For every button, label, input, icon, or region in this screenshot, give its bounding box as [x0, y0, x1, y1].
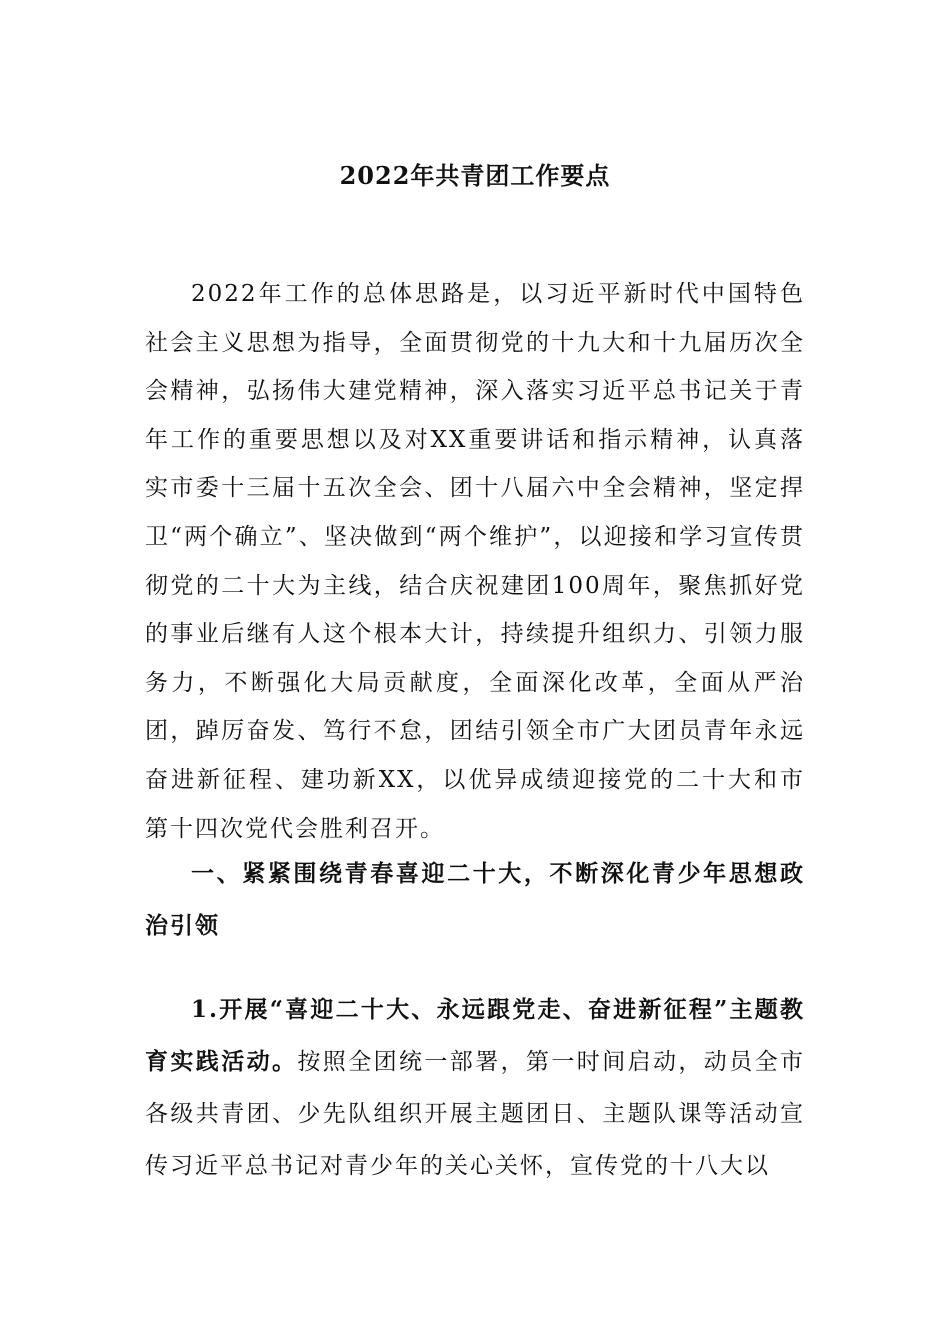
- item-text-1: 按照全团统一部署，第一时间启动，动员全市各级共青团、少先队组织开展主题团日、主题队课等活动宣传习近平总书记对青少年的关心关怀，宣传党的十八大以: [145, 1049, 806, 1179]
- document-title: 2022年共青团工作要点: [339, 161, 611, 190]
- section-heading-1: 一、紧紧围绕青春喜迎二十大，不断深化青少年思想政治引领: [145, 860, 805, 939]
- intro-paragraph: 2022年工作的总体思路是，以习近平新时代中国特色社会主义思想为指导，全面贯彻党的十九大和十九届历次全会精神，弘扬伟大建党精神，深入落实习近平总书记关于青年工作的重要思想以及对XX重要讲话和指示精神，认真落实市委十三届十五次全会、团十八届六中全会精神，坚定捍卫“两个确立”、坚决做到“两个维护”，以迎接和学习宣传贯彻党的二十大为主线，结合庆祝建团100周年，聚焦抓好党的事业后继有人这个根本大计，持续提升组织力、引领力服务力，不断强化大局贡献度，全面深化改革，全面从严治团，踔厉奋发、笃行不怠，团结引领全市广大团员青年永远奋进新征程、建功新XX，以优异成绩迎接党的二十大和市第十四次党代会胜利召开。: [145, 281, 805, 842]
- item-paragraph-1: [145, 984, 805, 1192]
- item-lead-1: 1.开展“喜迎二十大、永远跟党走、奋进新征程”主题教育实践活动。: [145, 996, 805, 1075]
